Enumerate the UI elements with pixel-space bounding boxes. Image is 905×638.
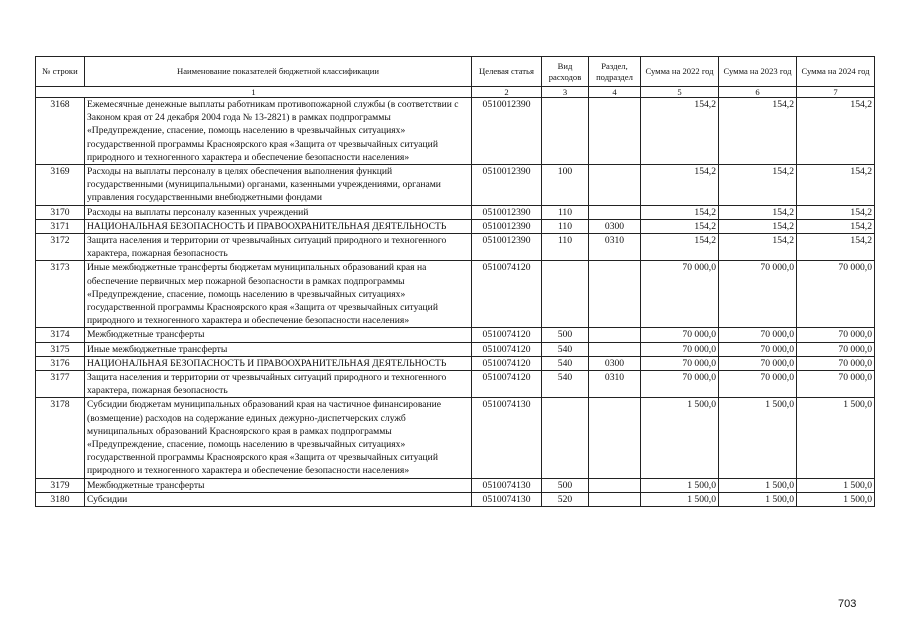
indicator-name-cell: Межбюджетные трансферты: [85, 478, 472, 492]
sum-2023-cell: 154,2: [719, 165, 797, 206]
row-number-cell: 3168: [36, 98, 85, 165]
table-row: [36, 371, 875, 398]
table-row: [36, 398, 875, 478]
header-sum-2022: Сумма на 2022 год: [641, 57, 719, 87]
sum-2024-cell: 70 000,0: [797, 371, 875, 398]
sum-2022-cell: 70 000,0: [641, 261, 719, 328]
sum-2024-cell: 154,2: [797, 98, 875, 165]
target-article-cell: 0510074120: [472, 356, 542, 370]
section-cell: [589, 328, 641, 342]
table-row: [36, 219, 875, 233]
expense-type-cell: 110: [542, 234, 589, 261]
section-cell: [589, 98, 641, 165]
sum-2023-cell: 70 000,0: [719, 356, 797, 370]
expense-type-cell: 110: [542, 219, 589, 233]
section-cell: 0300: [589, 356, 641, 370]
section-cell: [589, 342, 641, 356]
sum-2023-cell: 1 500,0: [719, 492, 797, 506]
header-type: Вид расходов: [542, 57, 589, 87]
column-number-row: [36, 87, 875, 98]
column-number: 6: [719, 87, 797, 98]
indicator-name-cell: НАЦИОНАЛЬНАЯ БЕЗОПАСНОСТЬ И ПРАВООХРАНИТЕЛЬНАЯ ДЕЯТЕЛЬНОСТЬ: [85, 219, 472, 233]
target-article-cell: 0510074130: [472, 478, 542, 492]
expense-type-cell: 100: [542, 165, 589, 206]
row-number-cell: 3179: [36, 478, 85, 492]
sum-2023-cell: 70 000,0: [719, 342, 797, 356]
sum-2024-cell: 70 000,0: [797, 342, 875, 356]
section-cell: [589, 261, 641, 328]
table-row: [36, 478, 875, 492]
table-body: [36, 98, 875, 507]
row-number-cell: 3169: [36, 165, 85, 206]
column-number: 3: [542, 87, 589, 98]
column-number: 7: [797, 87, 875, 98]
sum-2024-cell: 70 000,0: [797, 356, 875, 370]
header-section: Раздел, подраздел: [589, 57, 641, 87]
indicator-name-cell: Межбюджетные трансферты: [85, 328, 472, 342]
sum-2022-cell: 154,2: [641, 165, 719, 206]
header-row-no: № строки: [36, 57, 85, 87]
section-cell: 0310: [589, 234, 641, 261]
target-article-cell: 0510074120: [472, 328, 542, 342]
header-row: [36, 57, 875, 87]
indicator-name-cell: НАЦИОНАЛЬНАЯ БЕЗОПАСНОСТЬ И ПРАВООХРАНИТЕЛЬНАЯ ДЕЯТЕЛЬНОСТЬ: [85, 356, 472, 370]
header-sum-2023: Сумма на 2023 год: [719, 57, 797, 87]
target-article-cell: 0510074130: [472, 398, 542, 478]
target-article-cell: 0510074120: [472, 261, 542, 328]
expense-type-cell: 540: [542, 342, 589, 356]
row-number-cell: 3170: [36, 205, 85, 219]
expense-type-cell: 540: [542, 356, 589, 370]
target-article-cell: 0510074120: [472, 371, 542, 398]
sum-2024-cell: 1 500,0: [797, 478, 875, 492]
header-target: Целевая статья: [472, 57, 542, 87]
table-row: [36, 356, 875, 370]
sum-2022-cell: 70 000,0: [641, 328, 719, 342]
row-number-cell: 3173: [36, 261, 85, 328]
sum-2024-cell: 1 500,0: [797, 398, 875, 478]
target-article-cell: 0510074130: [472, 492, 542, 506]
section-cell: 0310: [589, 371, 641, 398]
section-cell: [589, 492, 641, 506]
row-number-cell: 3176: [36, 356, 85, 370]
indicator-name-cell: Ежемесячные денежные выплаты работникам противопожарной службы (в соответствии с Законом края от 24 декабря 2004 года № 13-2821) в рамках подпрограммы «Предупреждение, спасение, помощь населению в чрезвычайных ситуациях» государственной программы Красноярского края «Защита от чрезвычайных ситуаций природного и техногенного характера и обеспечение безопасности населения»: [85, 98, 472, 165]
header-sum-2024: Сумма на 2024 год: [797, 57, 875, 87]
expense-type-cell: [542, 98, 589, 165]
row-number-cell: 3180: [36, 492, 85, 506]
indicator-name-cell: Расходы на выплаты персоналу казенных учреждений: [85, 205, 472, 219]
sum-2023-cell: 70 000,0: [719, 371, 797, 398]
row-number-cell: 3178: [36, 398, 85, 478]
row-number-cell: 3177: [36, 371, 85, 398]
sum-2023-cell: 1 500,0: [719, 398, 797, 478]
section-cell: [589, 165, 641, 206]
header-name: Наименование показателей бюджетной классификации: [85, 57, 472, 87]
section-cell: [589, 398, 641, 478]
section-cell: 0300: [589, 219, 641, 233]
table-row: [36, 98, 875, 165]
expense-type-cell: [542, 261, 589, 328]
table-row: [36, 492, 875, 506]
sum-2022-cell: 154,2: [641, 219, 719, 233]
sum-2024-cell: 70 000,0: [797, 261, 875, 328]
sum-2024-cell: 154,2: [797, 234, 875, 261]
sum-2022-cell: 154,2: [641, 205, 719, 219]
table-row: [36, 165, 875, 206]
row-number-cell: 3171: [36, 219, 85, 233]
expense-type-cell: 540: [542, 371, 589, 398]
sum-2022-cell: 1 500,0: [641, 492, 719, 506]
indicator-name-cell: Иные межбюджетные трансферты бюджетам муниципальных образований края на обеспечение первичных мер пожарной безопасности в рамках подпрограммы «Предупреждение, спасение, помощь населению в чрезвычайных ситуациях» государственной программы Красноярского края «Защита от чрезвычайных ситуаций природного и техногенного характера и обеспечение безопасности населения»: [85, 261, 472, 328]
column-number: 2: [472, 87, 542, 98]
sum-2024-cell: 1 500,0: [797, 492, 875, 506]
sum-2023-cell: 154,2: [719, 98, 797, 165]
sum-2024-cell: 154,2: [797, 205, 875, 219]
sum-2023-cell: 70 000,0: [719, 328, 797, 342]
sum-2024-cell: 70 000,0: [797, 328, 875, 342]
indicator-name-cell: Субсидии: [85, 492, 472, 506]
table-row: [36, 234, 875, 261]
expense-type-cell: 520: [542, 492, 589, 506]
row-number-cell: 3172: [36, 234, 85, 261]
target-article-cell: 0510012390: [472, 234, 542, 261]
sum-2022-cell: 70 000,0: [641, 342, 719, 356]
sum-2023-cell: 154,2: [719, 205, 797, 219]
page-number: 703: [838, 598, 857, 610]
table-row: [36, 328, 875, 342]
row-number-cell: 3174: [36, 328, 85, 342]
section-cell: [589, 478, 641, 492]
target-article-cell: 0510074120: [472, 342, 542, 356]
table-row: [36, 205, 875, 219]
sum-2022-cell: 1 500,0: [641, 478, 719, 492]
expense-type-cell: 500: [542, 328, 589, 342]
sum-2023-cell: 154,2: [719, 234, 797, 261]
sum-2022-cell: 154,2: [641, 234, 719, 261]
sum-2024-cell: 154,2: [797, 219, 875, 233]
expense-type-cell: [542, 398, 589, 478]
column-number: 5: [641, 87, 719, 98]
expense-type-cell: 500: [542, 478, 589, 492]
sum-2023-cell: 154,2: [719, 219, 797, 233]
sum-2024-cell: 154,2: [797, 165, 875, 206]
column-number: 1: [36, 87, 472, 98]
indicator-name-cell: Иные межбюджетные трансферты: [85, 342, 472, 356]
indicator-name-cell: Защита населения и территории от чрезвычайных ситуаций природного и техногенного характера, пожарная безопасность: [85, 371, 472, 398]
sum-2022-cell: 70 000,0: [641, 356, 719, 370]
sum-2023-cell: 70 000,0: [719, 261, 797, 328]
indicator-name-cell: Расходы на выплаты персоналу в целях обеспечения выполнения функций государственными (муниципальными) органами, казенными учреждениями, органами управления государственными внебюджетными фондами: [85, 165, 472, 206]
target-article-cell: 0510012390: [472, 205, 542, 219]
sum-2022-cell: 70 000,0: [641, 371, 719, 398]
indicator-name-cell: Защита населения и территории от чрезвычайных ситуаций природного и техногенного характера, пожарная безопасность: [85, 234, 472, 261]
target-article-cell: 0510012390: [472, 219, 542, 233]
indicator-name-cell: Субсидии бюджетам муниципальных образований края на частичное финансирование (возмещение) расходов на содержание единых дежурно-диспетчерских служб муниципальных образований Красноярского края в рамках подпрограммы «Предупреждение, спасение, помощь населению в чрезвычайных ситуациях» государственной программы Красноярского края «Защита от чрезвычайных ситуаций природного и техногенного характера и обеспечение безопасности населения»: [85, 398, 472, 478]
column-number: 4: [589, 87, 641, 98]
row-number-cell: 3175: [36, 342, 85, 356]
sum-2022-cell: 154,2: [641, 98, 719, 165]
sum-2023-cell: 1 500,0: [719, 478, 797, 492]
section-cell: [589, 205, 641, 219]
target-article-cell: 0510012390: [472, 165, 542, 206]
table-row: [36, 261, 875, 328]
target-article-cell: 0510012390: [472, 98, 542, 165]
sum-2022-cell: 1 500,0: [641, 398, 719, 478]
expense-type-cell: 110: [542, 205, 589, 219]
budget-table: [35, 56, 875, 507]
table-row: [36, 342, 875, 356]
